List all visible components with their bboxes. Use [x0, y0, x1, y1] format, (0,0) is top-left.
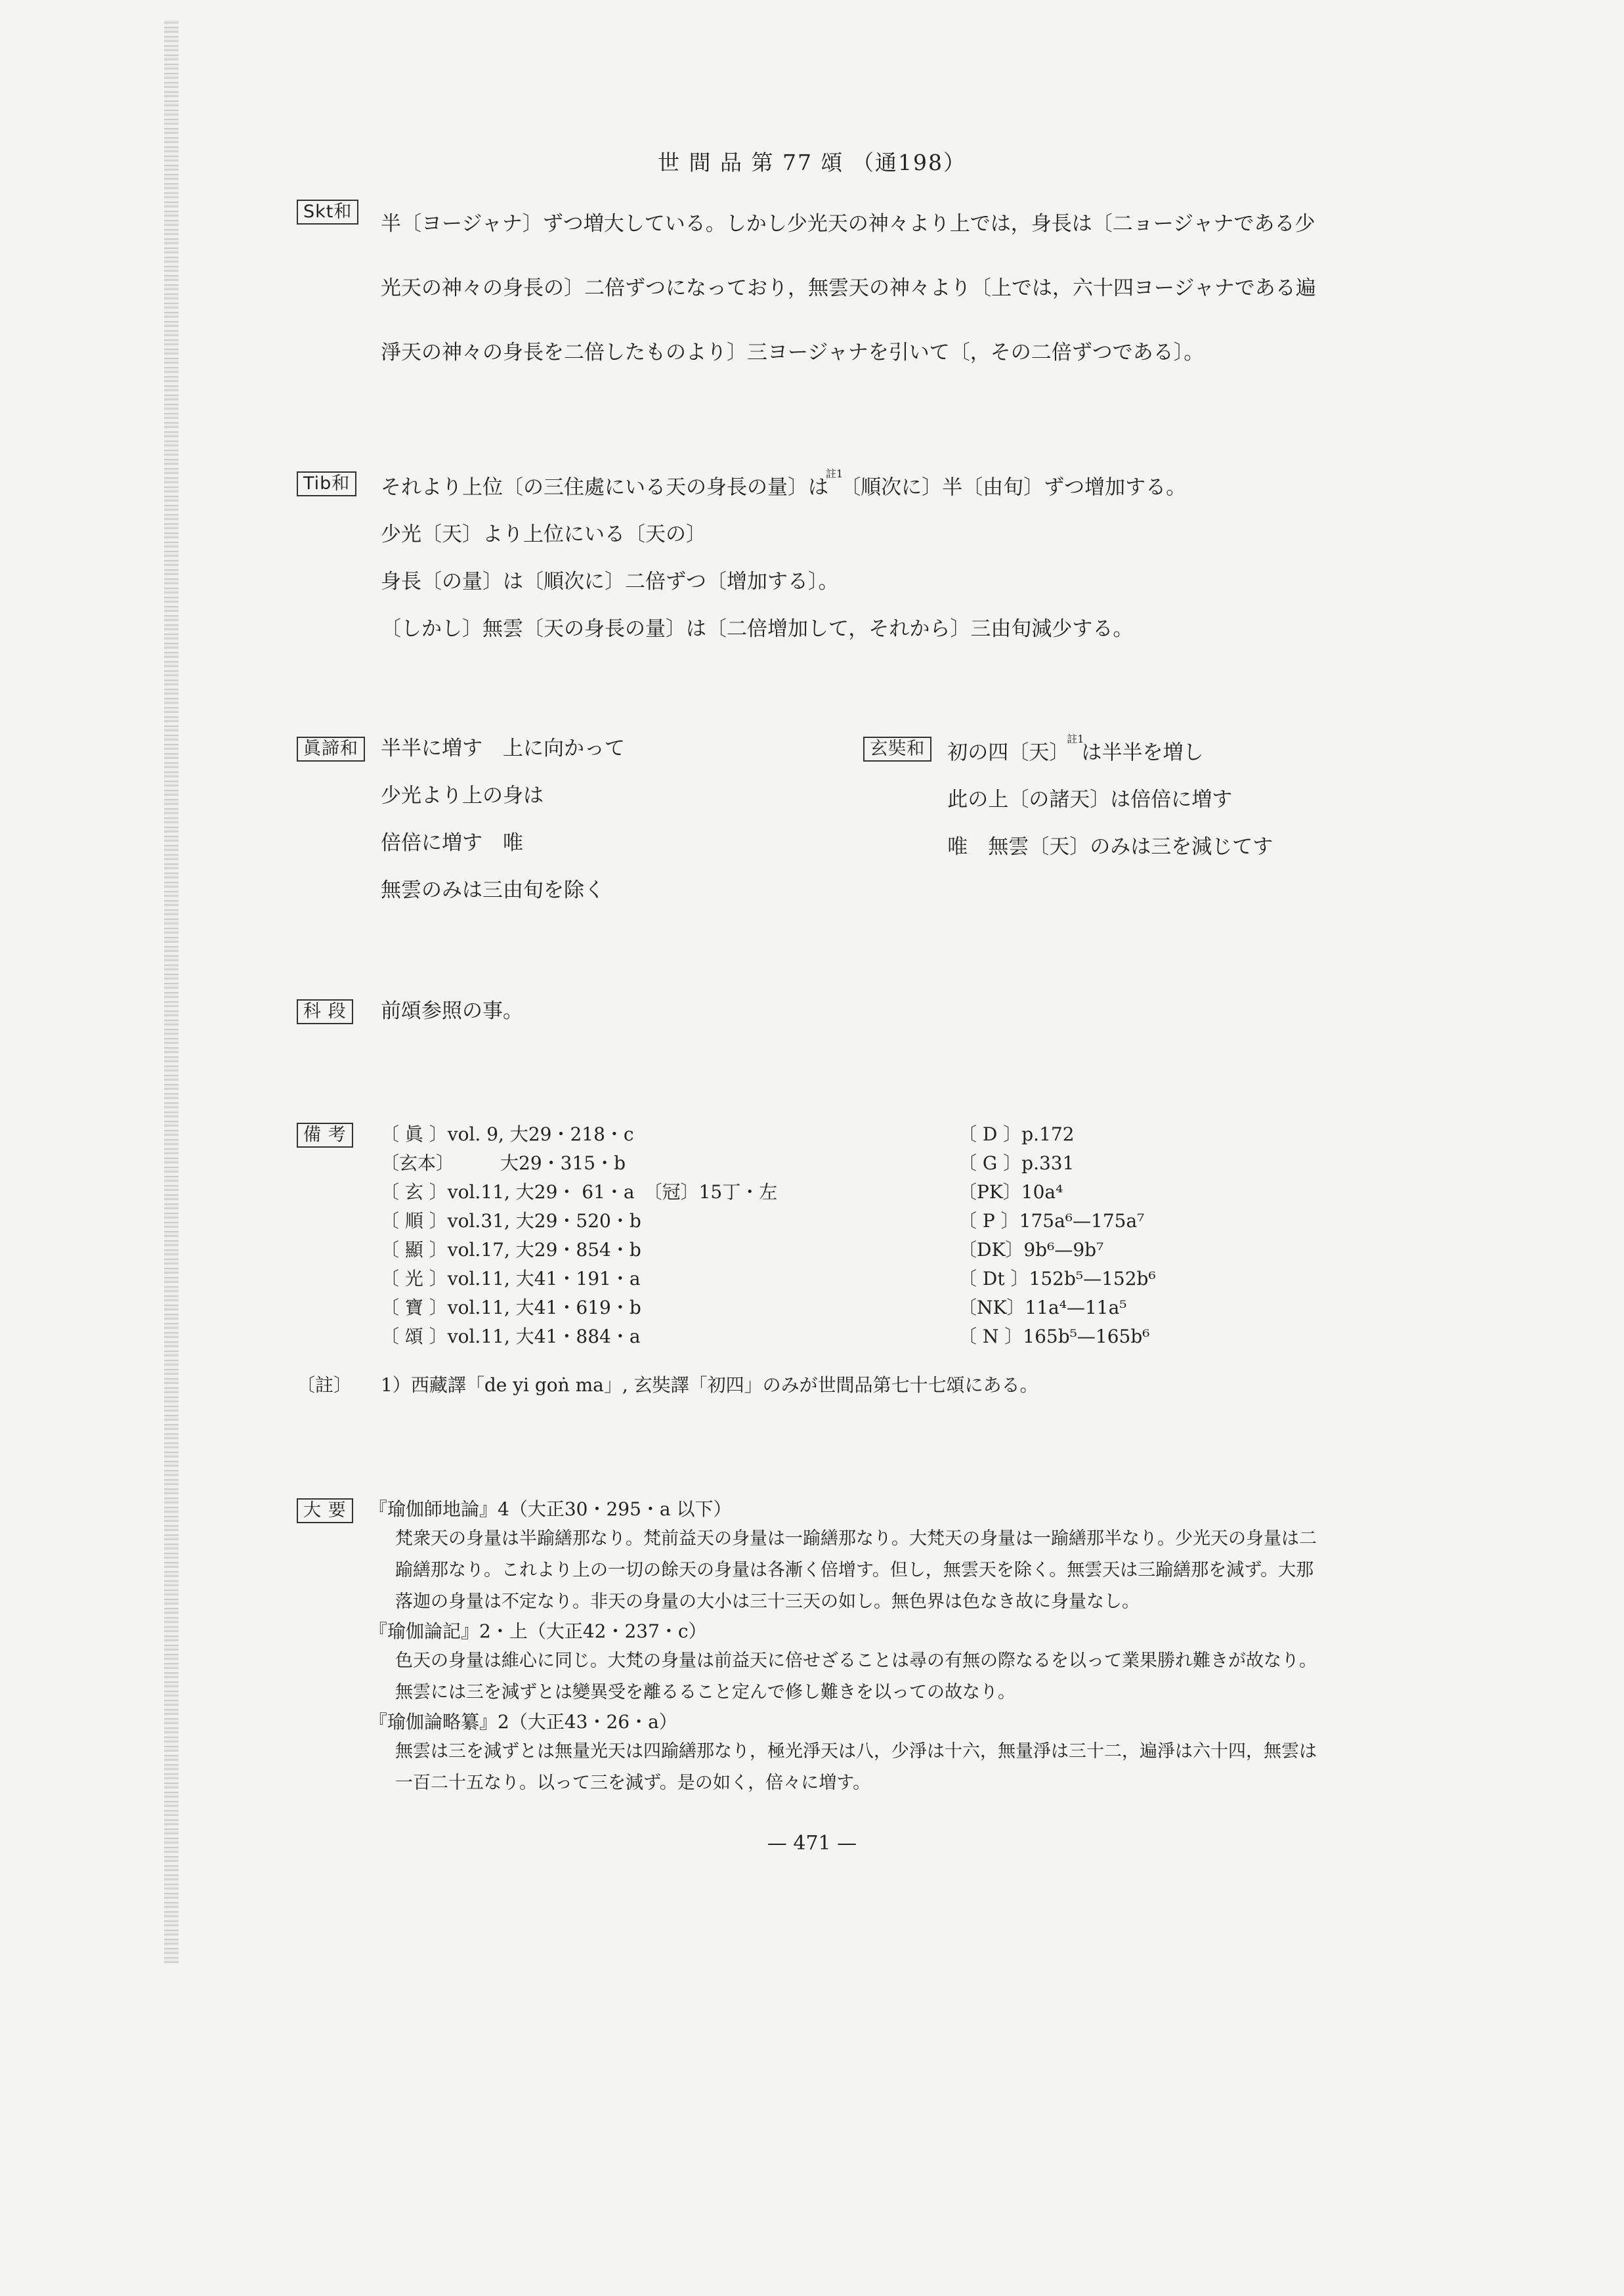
taiyo-label: 大 要 [297, 1498, 353, 1523]
page-header: 世 間 品 第 77 頌 （通198） [658, 150, 966, 175]
verse-line: 無雲のみは三由旬を除く [381, 878, 605, 902]
tib-line [381, 460, 1427, 511]
verse-line: 半半に増す 上に向かって [381, 737, 625, 760]
kadan-text: 前頌参照の事。 [381, 999, 523, 1023]
skt-line: 光天の神々の身長の〕二倍ずつになっており，無雲天の神々より〔上では，六十四ヨージャナである遍 [381, 276, 1316, 300]
ref-row [381, 1178, 1427, 1207]
ref-row [381, 1120, 1427, 1149]
source-line: 踰繕那なり。これより上の一切の餘天の身量は各漸く倍增す。但し，無雲天を除く。無雲天は三踰繕那を減ず。大那 [395, 1560, 1314, 1580]
kadan-section [297, 997, 1427, 1026]
genjo-label: 玄奘和 [863, 737, 931, 762]
ref-row [381, 1149, 1427, 1178]
tib-section [297, 460, 1427, 653]
source-line: 梵衆天の身量は半踰繕那なり。梵前益天の身量は一踰繕那なり。大梵天の身量は一踰繕那半なり。少光天の身量は二 [395, 1528, 1317, 1549]
tib-line: 少光〔天〕より上位にいる〔天の〕 [381, 523, 706, 547]
ref-left: 〔 玄 〕vol.11, 大29・ 61・a 〔冠〕15丁・左 [381, 1181, 778, 1203]
ref-row [381, 1293, 1427, 1322]
chu-text: 1）西藏譯「de yi goṅ ma」, 玄奘譯「初四」のみが世間品第七十七頌にある。 [381, 1374, 1038, 1396]
ref-row [381, 1265, 1427, 1293]
page-number: — 471 — [767, 1832, 857, 1855]
source-line: 一百二十五なり。以って三を減ず。是の如く，倍々に増す。 [395, 1773, 871, 1793]
ref-row [381, 1236, 1427, 1265]
chu-section [297, 1372, 1427, 1398]
ref-left: 〔 光 〕vol.11, 大41・191・a [381, 1268, 641, 1289]
verse-text: 初の四〔天〕 [947, 741, 1070, 765]
source-line: 無雲には三を減ずとは變異受を離るること定んで修し難きを以っての故なり。 [395, 1682, 1015, 1702]
shintai-label: 眞諦和 [297, 737, 365, 762]
ref-row [381, 1207, 1427, 1236]
source-line: 落迦の身量は不定なり。非天の身量の大小は三十三天の如し。無色界は色なき故に身量なし。 [395, 1592, 1140, 1612]
ref-left: 〔 順 〕vol.31, 大29・520・b [381, 1210, 641, 1232]
tib-line-text: それより上位〔の三住處にいる天の身長の量〕は [381, 475, 828, 500]
ref-left: 〔 眞 〕vol. 9, 大29・218・c [381, 1123, 634, 1145]
ref-right: 〔 D 〕p.172 [958, 1123, 1075, 1145]
ref-left: 〔 顯 〕vol.17, 大29・854・b [381, 1239, 641, 1261]
verse-line: 唯 無雲〔天〕のみは三を減じてす [947, 835, 1273, 859]
ref-left: 〔 寶 〕vol.11, 大41・619・b [381, 1297, 641, 1318]
verse-line: 此の上〔の諸天〕は倍倍に増す [947, 788, 1233, 812]
skt-line: 淨天の神々の身長を二倍したものより〕三ヨージャナを引いて〔，その二倍ずつである〕。 [381, 341, 1205, 364]
source-line: 色天の身量は維心に同じ。大梵の身量は前益天に倍せざることは尋の有無の際なるを以って業果勝れ難きが故なり。 [395, 1651, 1317, 1671]
verse-line [947, 725, 1427, 776]
source-title: 『瑜伽師地論』4（大正30・295・a 以下） [369, 1498, 732, 1520]
verse-line: 倍倍に増す 唯 [381, 831, 523, 855]
source-title: 『瑜伽論記』2・上（大正42・237・c） [369, 1620, 707, 1642]
skt-section [297, 192, 1427, 385]
tib-line: 〔しかし〕無雲〔天の身長の量〕は〔二倍增加して，それから〕三由旬減少する。 [381, 617, 1134, 641]
biko-label: 備 考 [297, 1123, 353, 1148]
tib-label: Tib和 [297, 471, 356, 496]
note-mark: 註1 [1067, 733, 1084, 745]
ref-right: 〔 N 〕165b⁵—165b⁶ [958, 1326, 1150, 1347]
ref-right: 〔 Dt 〕152b⁵—152b⁶ [958, 1268, 1156, 1289]
biko-section [297, 1120, 1427, 1351]
ref-right: 〔 P 〕175a⁶—175a⁷ [958, 1210, 1145, 1232]
source-title: 『瑜伽論略纂』2（大正43・26・a） [369, 1711, 677, 1733]
ref-left: 〔玄本〕 大29・315・b [381, 1152, 626, 1174]
ref-row [381, 1322, 1427, 1351]
ref-left: 〔 頌 〕vol.11, 大41・884・a [381, 1326, 641, 1347]
skt-label: Skt和 [297, 200, 358, 225]
genjo-verse [870, 725, 1427, 914]
tib-line: 身長〔の量〕は〔順次に〕二倍ずつ〔增加する〕。 [381, 570, 839, 594]
note-mark: 註1 [826, 467, 844, 480]
kadan-label: 科 段 [297, 999, 353, 1024]
verse-text: は半半を増し [1081, 741, 1204, 765]
chu-label: 〔註〕 [297, 1374, 353, 1396]
verse-line: 少光より上の身は [381, 784, 544, 808]
scan-edge [164, 20, 179, 1963]
ref-right: 〔 G 〕p.331 [958, 1152, 1075, 1174]
verse-section [297, 725, 1427, 914]
ref-right: 〔NK〕11a⁴—11a⁵ [958, 1297, 1127, 1318]
ref-right: 〔PK〕10a⁴ [958, 1181, 1063, 1203]
tib-line-text: 〔順次に〕半〔由旬〕ずつ增加する。 [840, 475, 1187, 500]
skt-line: 半〔ヨージャナ〕ずつ増大している。しかし少光天の神々より上では，身長は〔二ョージャナである少 [381, 212, 1315, 236]
source-line: 無雲は三を減ずとは無量光天は四踰繕那なり，極光淨天は八，少淨は十六，無量淨は三十二，遍淨は六十四，無雲は [395, 1741, 1317, 1762]
taiyo-section [297, 1496, 1427, 1799]
ref-right: 〔DK〕9b⁶—9b⁷ [958, 1239, 1104, 1261]
